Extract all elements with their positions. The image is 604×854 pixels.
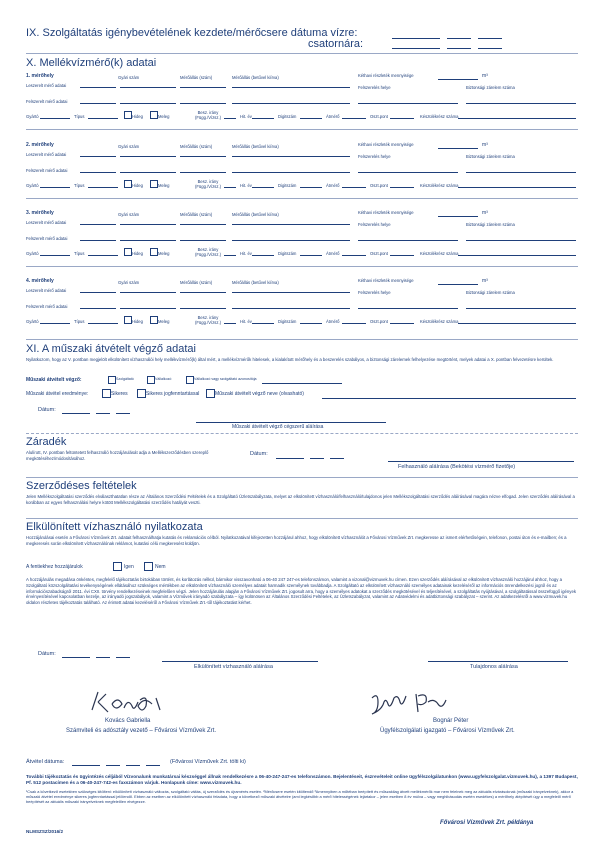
oszt-label: Oszt.pont	[370, 114, 388, 119]
zaradek-datum-label: Dátum:	[250, 451, 268, 457]
felszereles-helye-label: Felszerelés helye	[358, 290, 391, 295]
checkbox-hideg[interactable]	[124, 316, 132, 324]
besz-label: Besz. irány (Függ./Vízsz.)	[194, 315, 222, 325]
divider	[26, 518, 578, 519]
sikeres-label: Sikeres	[111, 391, 128, 397]
section-10-title: X. Mellékvízmérő(k) adatai	[26, 57, 157, 69]
zdate-m[interactable]	[310, 458, 324, 459]
gyarto-label: Gyártó	[26, 319, 39, 324]
gyarto-label: Gyártó	[26, 251, 39, 256]
biztonsagi-field[interactable]	[466, 103, 576, 104]
footer-info: További tájékoztatás és ügyintézés céljából Vízvonalunk munkatársai készséggel állnak rendelkezésre a 06-40-247-247-es telefonszámon. Bejelentéseit, észrevételeit online ügyfélszolgálatunkon (www.ugyfelszolgalat.vizmuvek.hu), a 1397 Budapest, Pf. 512 postacímen és a 06-40-247-742-es faxszámon várjuk. Honlapunk címe: www.vizmuvek.hu.	[26, 774, 578, 786]
meter-title: 1. mérőhely	[26, 73, 54, 79]
m3-label: m³	[482, 210, 488, 216]
checkbox-sikeres[interactable]	[102, 389, 111, 398]
checkbox-azonosito[interactable]	[186, 376, 194, 384]
date-field-water[interactable]	[392, 38, 440, 39]
divider	[26, 266, 578, 267]
keszulek-field[interactable]	[458, 187, 576, 188]
gyarto-field[interactable]	[40, 323, 70, 324]
atmero-field[interactable]	[342, 187, 366, 188]
meter-title: 4. mérőhely	[26, 278, 54, 284]
biztonsagi-label: Biztonsági zárelem száma	[466, 222, 515, 227]
zaradek-title: Záradék	[26, 436, 67, 448]
biztonsagi-label: Biztonsági zárelem száma	[466, 290, 515, 295]
hit-label: Hit. év	[240, 114, 252, 119]
felszereles-helye-label: Felszerelés helye	[358, 85, 391, 90]
gyari-label: Gyári szám	[118, 280, 140, 285]
checkbox-szolgaltato[interactable]	[108, 376, 116, 384]
kethavi-label: Kéthavi részleték mennyisége	[358, 73, 414, 78]
tipus-label: Típus	[74, 251, 85, 256]
felsz-merallas-betu[interactable]	[232, 172, 350, 173]
m3-label: m³	[482, 73, 488, 79]
signer-1-name: Kovács Gabriella	[105, 718, 151, 724]
keszulek-label: Készülékrész száma	[420, 251, 459, 256]
lesz-gyari2[interactable]	[120, 292, 176, 293]
checkbox-hideg[interactable]	[124, 180, 132, 188]
meleg-label: Meleg	[158, 114, 170, 119]
lesz-gyari2[interactable]	[120, 224, 176, 225]
atvetel-note: (Fővárosi Vízművek Zrt. tölti ki)	[170, 759, 246, 765]
tipus-label: Típus	[74, 319, 85, 324]
eredmeny-label: Műszaki átvétel eredménye:	[26, 391, 89, 397]
lesz-gyari2[interactable]	[120, 156, 176, 157]
signer-1-role: Számviteli és adósztály vezető – Fővárosi Vízművek Zrt.	[66, 728, 217, 734]
adate-y[interactable]	[72, 765, 100, 766]
zaradek-text: Alulírott, IV. pontban feltüntetett felhasználó hozzájárulását adja a Mellékszerződésben szereplő megkötéséhez/módosításához.	[26, 450, 209, 461]
oszt-field[interactable]	[390, 187, 414, 188]
lesz-gyari[interactable]	[80, 156, 116, 157]
biztonsagi-label: Biztonsági zárelem száma	[466, 154, 515, 159]
digitszam-field[interactable]	[300, 323, 322, 324]
nyil-sig-line-1[interactable]	[162, 661, 318, 662]
atvetel-label-2: Átvétel dátuma:	[26, 759, 65, 765]
footer-pelda: Fővárosi Vízművek Zrt. példánya	[440, 820, 534, 826]
felsz-merallas[interactable]	[180, 103, 226, 104]
ndate-y[interactable]	[62, 657, 90, 658]
besz-field[interactable]	[224, 187, 236, 188]
checkbox-hideg[interactable]	[124, 248, 132, 256]
merallas-szam-label: Mérőállás (szám)	[180, 280, 213, 285]
atvetel-label: Műszaki átvételt végző:	[26, 377, 82, 383]
lesz-merallas-betu[interactable]	[232, 156, 350, 157]
felszereles-helye-field[interactable]	[358, 240, 458, 241]
meleg-label: Meleg	[158, 319, 170, 324]
felszereles-helye-field[interactable]	[358, 308, 458, 309]
hideg-label: Hideg	[132, 251, 143, 256]
besz-field[interactable]	[224, 118, 236, 119]
felsz-gyari[interactable]	[80, 308, 116, 309]
opt-vallalkozo: Vállalkozó	[155, 377, 172, 381]
date-field-sewer[interactable]	[392, 48, 440, 49]
checkbox-meleg[interactable]	[150, 248, 158, 256]
keszulek-label: Készülékrész száma	[420, 319, 459, 324]
oszt-field[interactable]	[390, 118, 414, 119]
igen-label: Igen	[124, 564, 134, 570]
felsz-merallas-betu[interactable]	[232, 103, 350, 104]
hit-field[interactable]	[252, 323, 274, 324]
felsz-merallas[interactable]	[180, 308, 226, 309]
keszulek-label: Készülékrész száma	[420, 114, 459, 119]
kethavi-label: Kéthavi részleték mennyisége	[358, 142, 414, 147]
zaradek-alairas: Felhasználó aláírása (Bekötési vízmérő fizetője)	[398, 464, 516, 470]
divider	[26, 129, 578, 130]
section-11-text: Nyilatkozom, hogy az V. pontban megjelölt elkülönített vízhasználói hely mellékvízmérő(k) által mért, a mellékvízmérők hitelesek, a kialakított mérőhely és a beszerelés szabályos, a biztonsági zárelemek felhelyezése megtörtént, melyek adatai a X. pontban felvezetésre kerültek.	[26, 357, 554, 362]
leszerelt-label: Leszerelt mérő adatai	[26, 152, 67, 157]
felszerelt-label: Felszerelt mérő adatai	[26, 99, 68, 104]
felszereles-helye-field[interactable]	[358, 172, 458, 173]
merallas-betu-label: Mérőállás (betűvel kiírva)	[232, 280, 279, 285]
form-code: NLMSZSZ/2016/2	[26, 829, 64, 834]
atmero-field[interactable]	[342, 255, 366, 256]
meleg-label: Meleg	[158, 183, 170, 188]
opt-azonosito: Vállalkozó vagy szolgáltató azonosítója	[194, 377, 257, 381]
signature-bognar	[368, 688, 448, 718]
felsz-gyari[interactable]	[80, 103, 116, 104]
checkbox-vallalkozo[interactable]	[147, 376, 155, 384]
leszerelt-label: Leszerelt mérő adatai	[26, 83, 67, 88]
lesz-gyari[interactable]	[80, 224, 116, 225]
biztonsagi-field[interactable]	[466, 172, 576, 173]
gyarto-label: Gyártó	[26, 114, 39, 119]
tipus-label: Típus	[74, 114, 85, 119]
gyarto-field[interactable]	[40, 118, 70, 119]
besz-field[interactable]	[224, 255, 236, 256]
section-11-title: XI. A műszaki átvételt végző adatai	[26, 343, 196, 355]
hit-label: Hit. év	[240, 183, 252, 188]
date-d[interactable]	[116, 413, 130, 414]
besz-label: Besz. irány (Függ./Vízsz.)	[194, 247, 222, 257]
kethavi-field[interactable]	[438, 148, 478, 149]
keszulek-field[interactable]	[458, 118, 576, 119]
date-field-water-m[interactable]	[447, 38, 471, 39]
checkbox-meleg[interactable]	[150, 316, 158, 324]
lesz-gyari[interactable]	[80, 292, 116, 293]
felsz-merallas[interactable]	[180, 172, 226, 173]
digitszam-field[interactable]	[300, 255, 322, 256]
checkbox-nem[interactable]	[144, 562, 153, 571]
checkbox-igen[interactable]	[113, 562, 122, 571]
oszt-field[interactable]	[390, 323, 414, 324]
lesz-merallas[interactable]	[180, 224, 226, 225]
keszulek-field[interactable]	[458, 255, 576, 256]
lesz-merallas[interactable]	[180, 87, 226, 88]
kethavi-field[interactable]	[438, 216, 478, 217]
m3-label: m³	[482, 278, 488, 284]
nem-label: Nem	[155, 564, 166, 570]
nyil-datum-label: Dátum:	[38, 651, 56, 657]
gyarto-field[interactable]	[40, 187, 70, 188]
oszt-label: Oszt.pont	[370, 319, 388, 324]
nyil-text2: A hozzájárulás megadása önkéntes, megfelelő tájékoztatás birtokában történt, és korlátozás nélkül, bármikor visszavonható a 06-40 247 247-es telefonszámon, valamint a vizonal@vizmuvek.hu címen. Ezen szerződés aláírásával az elkülönített vízhasználó hozzájárul ahhoz, hogy a Szolgáltató közszolgáltatási tevékenységének ellátásához szükséges mértékben az elkülönített vízhasználó személyes adatait harmadik személynek továbbadja. A Szolgáltató az elkülönített vízhasználó személyes adatainak kezeléséről az információs önrendelkezési jogról és az információszabadságról 2011. évi CXII. törvény rendelkezéseinek megfelelően végzi. Jelen hozzájárulás alapján a Fővárosi Vízművek Zrt. jogosult arra, hogy a személyes adatokat a szerződés megkötésével és teljesítésével, a szolgáltatás nyújtásával, a szolgáltatással összefüggő igények érvényesítésével kapcsolatban kezelje, az irányadó jogszabályok, valamint a Vízművek irányadó szabályzata – így különösen az Általános Szerződési Feltételek, az Üzletszabályzat, valamint az Adatvédelmi és adatbiztonsági szabályzat – szerint. Az adatkezelésről a www.vizmuvek.hu oldalon részletes tájékoztatás található. Az érintett adatai kezeléséről a Fővárosi Vízművek Zrt.-től tájékoztatást kérhet.	[26, 577, 576, 605]
divider	[26, 339, 578, 340]
m3-label: m³	[482, 142, 488, 148]
besz-label: Besz. irány (Függ./Vízsz.)	[194, 110, 222, 120]
felsz-gyari2[interactable]	[120, 172, 176, 173]
kethavi-field[interactable]	[438, 79, 478, 80]
digitszam-label: Digitszám	[278, 319, 297, 324]
gyarto-field[interactable]	[40, 255, 70, 256]
hit-field[interactable]	[252, 255, 274, 256]
atmero-label: Átmérő	[326, 183, 340, 188]
tipus-field[interactable]	[88, 118, 118, 119]
section-9-subtitle: csatornára:	[308, 38, 364, 50]
nyil-alairas-1: Elkülönített vízhasználó aláírása	[194, 664, 273, 670]
signer-2-role: Ügyfélszolgálati igazgató – Fővárosi Vízművek Zrt.	[380, 728, 515, 734]
hideg-label: Hideg	[132, 319, 143, 324]
lesz-gyari[interactable]	[80, 87, 116, 88]
felszereles-helye-label: Felszerelés helye	[358, 222, 391, 227]
checkbox-hideg[interactable]	[124, 111, 132, 119]
gyari-label: Gyári szám	[118, 75, 140, 80]
lesz-merallas-betu[interactable]	[232, 87, 350, 88]
merallas-szam-label: Mérőállás (szám)	[180, 144, 213, 149]
signature-line[interactable]	[196, 422, 386, 423]
felsz-gyari[interactable]	[80, 172, 116, 173]
felsz-gyari[interactable]	[80, 240, 116, 241]
lesz-merallas-betu[interactable]	[232, 224, 350, 225]
meter-title: 2. mérőhely	[26, 142, 54, 148]
tipus-field[interactable]	[88, 323, 118, 324]
oszt-label: Oszt.pont	[370, 251, 388, 256]
atmero-field[interactable]	[342, 118, 366, 119]
date-field-sewer-d[interactable]	[478, 48, 502, 49]
neve-field[interactable]	[322, 398, 576, 399]
atmero-label: Átmérő	[326, 251, 340, 256]
signature-kovacs	[88, 686, 168, 716]
fentiek-label: A fentiekhez hozzájárulok	[26, 564, 83, 570]
cut-line	[26, 433, 578, 434]
checkbox-meleg[interactable]	[150, 180, 158, 188]
merallas-betu-label: Mérőállás (betűvel kiírva)	[232, 212, 279, 217]
szerz-title: Szerződéses feltételek	[26, 480, 137, 492]
checkbox-meleg[interactable]	[150, 111, 158, 119]
szerz-text: Jelen Mellékszolgáltatási szerződés elválaszthatatlan része az Általános Szerződési Feltételek és a Szolgáltató Üzletszabályzata, melyet az elkülönített vízhasználó/felhasználó/tulajdonos jelen Mellékszolgáltatási szerződés aláírásával magára nézve elfogad. Jelen szerződés aláírásával a korábban az egyes felhasználási helyre kötött Mellékszolgáltatási szerződés hatályát veszti.	[26, 494, 575, 505]
zaradek-signature-line[interactable]	[388, 461, 574, 462]
date-y[interactable]	[62, 413, 90, 414]
felszerelt-label: Felszerelt mérő adatai	[26, 304, 68, 309]
atmero-label: Átmérő	[326, 319, 340, 324]
kethavi-field[interactable]	[438, 284, 478, 285]
date-field-sewer-m[interactable]	[447, 48, 471, 49]
nyil-title: Elkülönített vízhasználó nyilatkozata	[26, 521, 203, 533]
hit-label: Hit. év	[240, 319, 252, 324]
meter-title: 3. mérőhely	[26, 210, 54, 216]
divider	[26, 53, 578, 54]
oszt-label: Oszt.pont	[370, 183, 388, 188]
felszereles-helye-field[interactable]	[358, 103, 458, 104]
digitszam-field[interactable]	[300, 187, 322, 188]
divider	[26, 477, 578, 478]
adate-d[interactable]	[126, 765, 140, 766]
hit-field[interactable]	[252, 187, 274, 188]
datum-label: Dátum:	[38, 407, 56, 413]
date-m[interactable]	[96, 413, 110, 414]
felsz-gyari2[interactable]	[120, 103, 176, 104]
alairas-label: Műszaki átvételt végző cégszerű aláírása	[232, 424, 324, 430]
divider	[26, 198, 578, 199]
merallas-betu-label: Mérőállás (betűvel kiírva)	[232, 75, 279, 80]
atmero-field[interactable]	[342, 323, 366, 324]
biztonsagi-field[interactable]	[466, 308, 576, 309]
digitszam-label: Digitszám	[278, 114, 297, 119]
tipus-label: Típus	[74, 183, 85, 188]
tipus-field[interactable]	[88, 187, 118, 188]
gyarto-label: Gyártó	[26, 183, 39, 188]
besz-field[interactable]	[224, 323, 236, 324]
merallas-szam-label: Mérőállás (szám)	[180, 75, 213, 80]
ndate-d[interactable]	[116, 657, 130, 658]
felsz-merallas-betu[interactable]	[232, 308, 350, 309]
nyil-alairas-2: Tulajdonos aláírása	[470, 664, 518, 670]
neve-label: Műszaki átvételt végző neve (olvasható)	[215, 391, 304, 397]
digitszam-label: Digitszám	[278, 251, 297, 256]
biztonsagi-label: Biztonsági zárelem száma	[466, 85, 515, 90]
zdate-d[interactable]	[330, 458, 344, 459]
checkbox-3[interactable]	[206, 389, 215, 398]
digitszam-field[interactable]	[300, 118, 322, 119]
leszerelt-label: Leszerelt mérő adatai	[26, 288, 67, 293]
keszulek-field[interactable]	[458, 323, 576, 324]
adate-m[interactable]	[106, 765, 120, 766]
gyari-label: Gyári szám	[118, 144, 140, 149]
nyil-sig-line-2[interactable]	[428, 661, 568, 662]
nyil-text1: Hozzájárulásai esetén a Fővárosi Vízművek Zrt. adatait felhasználhatja kutatás és reklamációs célból. Nyilatkozatával kifejezetten hozzájárul ahhoz, hogy elkülönített vízhasználót a Fővárosi Vízművek Zrt. megkeresse az ismert elérhetőségein, telefonon, postai úton és e-mailben; és a megkeresés során elkülönített vízhasználónak reklámot, kutatási célú megkeresést küldjön.	[26, 535, 567, 546]
felszereles-helye-label: Felszerelés helye	[358, 154, 391, 159]
gyari-label: Gyári szám	[118, 212, 140, 217]
zdate-y[interactable]	[276, 458, 304, 459]
hideg-label: Hideg	[132, 183, 143, 188]
hit-field[interactable]	[252, 118, 274, 119]
felsz-gyari2[interactable]	[120, 308, 176, 309]
digitszam-label: Digitszám	[278, 183, 297, 188]
date-field-water-d[interactable]	[478, 38, 502, 39]
merallas-szam-label: Mérőállás (szám)	[180, 212, 213, 217]
azonosito-field[interactable]	[262, 383, 342, 384]
kethavi-label: Kéthavi részleték mennyisége	[358, 278, 414, 283]
ndate-m[interactable]	[96, 657, 110, 658]
adate-x[interactable]	[146, 765, 160, 766]
kethavi-label: Kéthavi részleték mennyisége	[358, 210, 414, 215]
oszt-field[interactable]	[390, 255, 414, 256]
section-9-title: IX. Szolgáltatás igénybevételének kezdete/mérőcsere dátuma vízre:	[26, 27, 358, 39]
felsz-merallas-betu[interactable]	[232, 240, 350, 241]
felszerelt-label: Felszerelt mérő adatai	[26, 168, 68, 173]
checkbox-sikeres-jogf[interactable]	[137, 389, 146, 398]
signer-2-name: Bognár Péter	[433, 718, 469, 724]
opt-szolgaltato: Szolgáltató	[116, 377, 134, 381]
sikeres-jogf-label: Sikeres jogfenntartással	[146, 391, 200, 397]
meleg-label: Meleg	[158, 251, 170, 256]
footer-note: ¹Csak a következő esetekben szükséges kitölteni: elkülönített vízhasználó változás, szolgáltató váltás, új szerződés és újramérés esetén. ²Mérőcsere esetén kitöltendő ³Amennyiben a műtéban beépített és műszakilag átvett mellékmérők mar nem felelnek meg az aktuális elvárásoknak (műszaki irányelveknek), akkor a műszaki átvétel eredménye sikeres jogfenntartással jelölendő. Ebben az esetben az elkülönített vízhasználó feladata, hogy a következő műszaki átvételre (ami legkésőbb a mérő hitelességének lejártakor – jelen esetben 8 év múlva – vagy meghibásodás esetén esedékes) a mérőhely átépítését úgy a megfelelő mérő beépítését az aktuális műszaki irányelveknek megfelelően elvégezze.	[26, 789, 574, 805]
besz-label: Besz. irány (Függ./Vízsz.)	[194, 179, 222, 189]
merallas-betu-label: Mérőállás (betűvel kiírva)	[232, 144, 279, 149]
lesz-merallas[interactable]	[180, 292, 226, 293]
hideg-label: Hideg	[132, 114, 143, 119]
lesz-gyari2[interactable]	[120, 87, 176, 88]
atmero-label: Átmérő	[326, 114, 340, 119]
biztonsagi-field[interactable]	[466, 240, 576, 241]
leszerelt-label: Leszerelt mérő adatai	[26, 220, 67, 225]
hit-label: Hit. év	[240, 251, 252, 256]
felszerelt-label: Felszerelt mérő adatai	[26, 236, 68, 241]
lesz-merallas-betu[interactable]	[232, 292, 350, 293]
felsz-merallas[interactable]	[180, 240, 226, 241]
felsz-gyari2[interactable]	[120, 240, 176, 241]
tipus-field[interactable]	[88, 255, 118, 256]
keszulek-label: Készülékrész száma	[420, 183, 459, 188]
lesz-merallas[interactable]	[180, 156, 226, 157]
